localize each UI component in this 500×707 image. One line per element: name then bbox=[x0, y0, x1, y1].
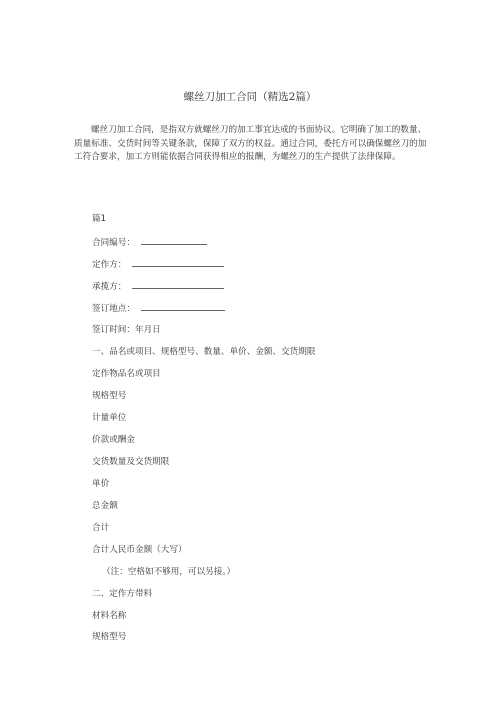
material-spec-line: 规格型号 bbox=[92, 632, 127, 642]
contract-number-label: 合同编号： bbox=[92, 238, 135, 248]
heading-item-1: 一、品名或项目、规格型号、数量、单价、金额、交货期限 bbox=[92, 347, 316, 357]
sign-place-label: 签订地点： bbox=[92, 304, 135, 314]
orderer-blank bbox=[132, 258, 224, 267]
total-amount-line: 总金额 bbox=[92, 501, 118, 511]
intro-paragraph: 螺丝刀加工合同，是指双方就螺丝刀的加工事宜达成的书面协议。它明确了加工的数量、质量标准、交货时间等关键条款，保障了双方的权益。通过合同，委托方可以确保螺丝刀的加工符合要求，加工方则能依据合同获得相应的报酬，为螺丝刀的生产提供了法律保障。 bbox=[74, 125, 427, 163]
sign-place-blank bbox=[141, 302, 225, 311]
subtotal-line: 合计 bbox=[92, 523, 110, 533]
document-title: 螺丝刀加工合同（精选2篇） bbox=[183, 91, 317, 103]
note-line: （注：空格如不够用，可以另接。） bbox=[102, 567, 236, 577]
sign-time-field: 签订时间：年月日 bbox=[92, 325, 161, 335]
sign-place-field bbox=[92, 302, 225, 315]
material-name-line: 材料名称 bbox=[92, 611, 127, 621]
product-name-line: 定作物品名或项目 bbox=[92, 369, 161, 379]
unit-price-line: 单价 bbox=[92, 479, 110, 489]
spec-line: 规格型号 bbox=[92, 391, 127, 401]
contractor-label: 承揽方： bbox=[92, 282, 127, 292]
heading-item-2: 二、定作方带料 bbox=[92, 589, 153, 599]
orderer-field bbox=[92, 258, 224, 271]
price-line: 价款或酬金 bbox=[92, 435, 135, 445]
section-label: 篇1 bbox=[92, 214, 107, 224]
orderer-label: 定作方： bbox=[92, 260, 127, 270]
rmb-total-line: 合计人民币金额（大写） bbox=[92, 545, 187, 555]
contract-number-blank bbox=[141, 236, 207, 245]
delivery-line: 交货数量及交货期限 bbox=[92, 457, 170, 467]
contract-number-field bbox=[92, 236, 207, 249]
contractor-field bbox=[92, 280, 224, 293]
contractor-blank bbox=[132, 280, 224, 289]
unit-line: 计量单位 bbox=[92, 413, 127, 423]
